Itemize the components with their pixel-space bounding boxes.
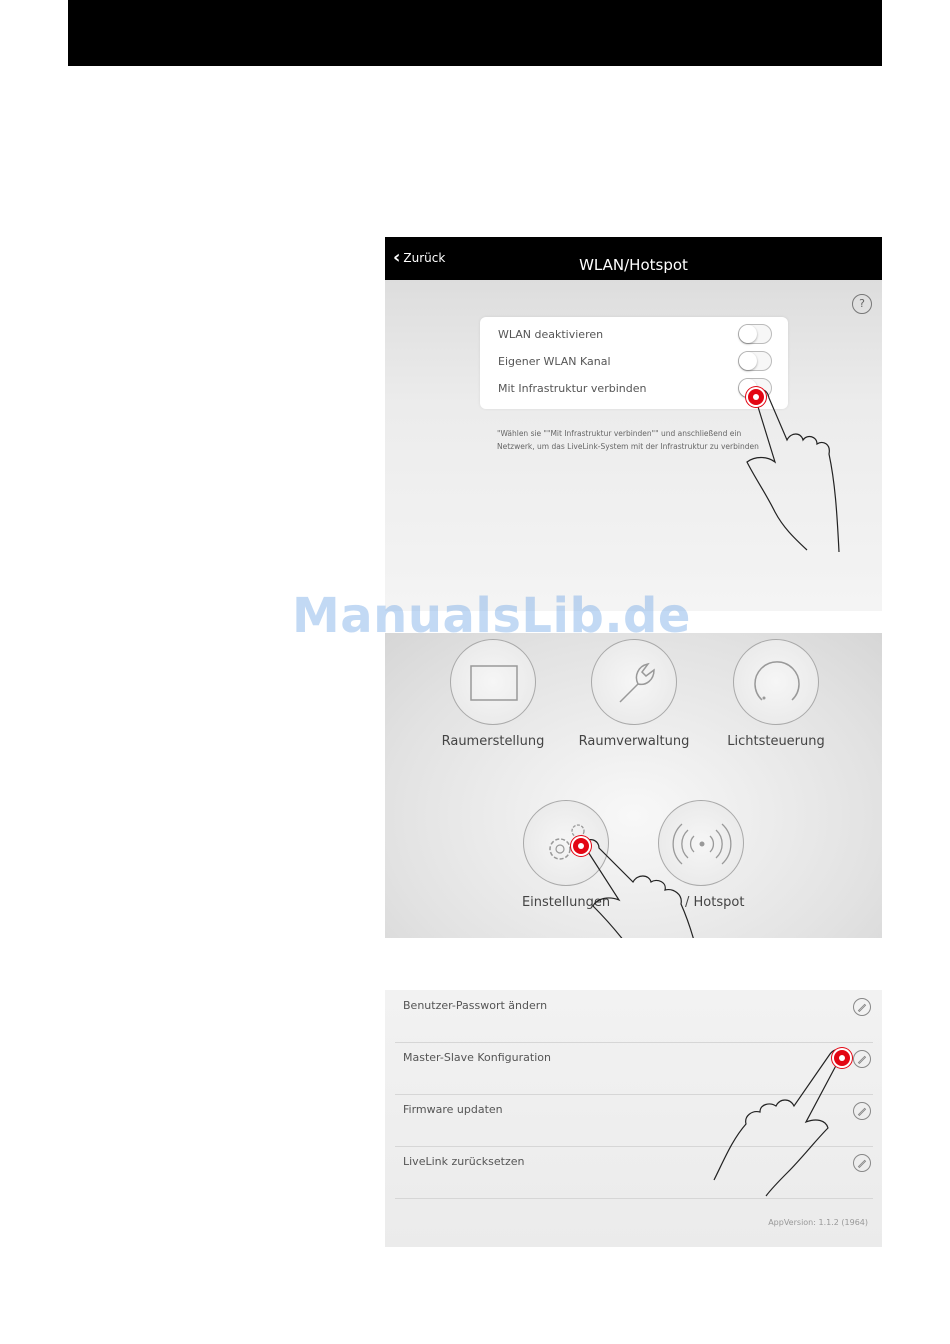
tap-marker [834,1050,850,1066]
watermark: ManualsLib.de [292,588,691,644]
list-item-change-password[interactable] [395,990,873,1043]
tap-marker [573,838,589,854]
screen-title: WLAN/Hotspot [579,256,688,274]
pencil-icon[interactable] [853,1050,871,1068]
light-control-label: Lichtsteuerung [727,734,825,749]
option-label-wlan-disable: WLAN deaktivieren [498,328,604,341]
room-management-label: Raumverwaltung [578,734,690,749]
app-version: AppVersion: 1.1.2 (1964) [768,1218,868,1227]
wlan-hotspot-label: / Hotspot [685,895,745,910]
list-item-label: Benutzer-Passwort ändern [403,999,548,1012]
back-label: Zurück [403,251,446,265]
pencil-icon[interactable] [853,1102,871,1120]
list-item-label: Firmware updaten [403,1103,503,1116]
pencil-icon[interactable] [853,1154,871,1172]
pencil-icon[interactable] [853,998,871,1016]
document-header-bar [68,0,882,66]
help-icon[interactable]: ? [852,294,872,314]
main-menu-screen [385,633,882,938]
list-item-label: LiveLink zurücksetzen [403,1155,525,1168]
dial-icon [734,640,820,726]
option-label-infrastructure: Mit Infrastruktur verbinden [498,382,647,395]
nav-bar [385,237,882,280]
tap-marker [748,389,764,405]
wrench-icon [592,640,678,726]
rectangle-icon [451,640,537,726]
option-label-own-channel: Eigener WLAN Kanal [498,355,611,368]
pointing-hand-icon [575,838,715,938]
room-creation-tile[interactable] [450,639,536,725]
pointing-hand-icon [710,1050,850,1200]
chevron-left-icon: ‹ [393,247,401,268]
list-item-label: Master-Slave Konfiguration [403,1051,551,1064]
own-channel-toggle[interactable] [738,351,772,371]
wlan-hotspot-screen [385,237,882,611]
room-management-tile[interactable] [591,639,677,725]
hint-line-2: Netzwerk, um das LiveLink-System mit der Infrastruktur zu verbinden [497,442,759,451]
hint-line-1: "Wählen sie ""Mit Infrastruktur verbinden"" und anschließend ein [497,429,742,438]
room-creation-label: Raumerstellung [441,734,545,749]
settings-label: Einstellungen [521,895,611,910]
pointing-hand-icon [735,382,865,562]
light-control-tile[interactable] [733,639,819,725]
wlan-disable-toggle[interactable] [738,324,772,344]
settings-list-screen [385,990,882,1247]
